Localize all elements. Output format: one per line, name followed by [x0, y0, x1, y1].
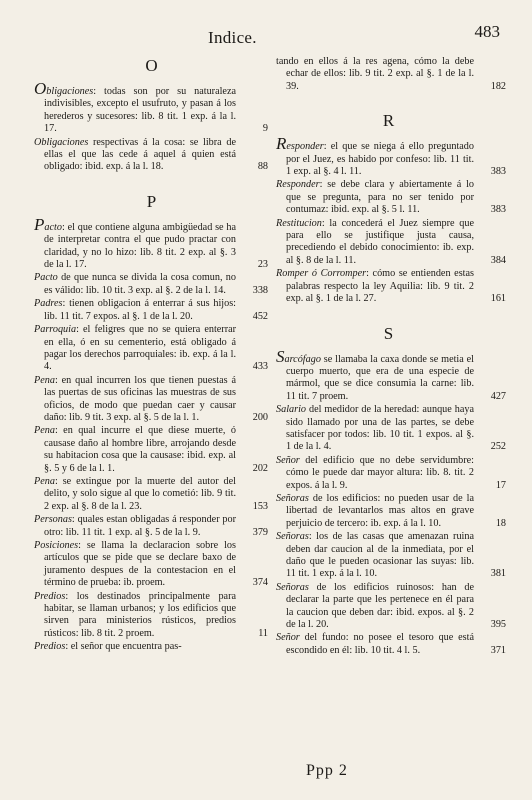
- index-entry: [34, 591, 270, 641]
- entry-text: de que nunca se divida la cosa comun, no es válido: lib. 10 tit. 3 exp. al §. 2 de la l. 14.: [44, 272, 236, 296]
- entry-term-word: Pena: [34, 425, 55, 437]
- entry-page-reference: 11: [258, 627, 268, 639]
- entry-term: [276, 493, 309, 504]
- index-entry: [276, 454, 506, 492]
- entry-text: : se debe clara y abiertamente á lo que se pregunta, para no ser tenido por contumaz: ibid. exp. al §. 5 l. 11.: [286, 179, 474, 216]
- entry-text: : el feligres que no se quiera enterrar en ella, ó en su cementerio, está obligado á pagar los derechos parroquiales: ib. exp. á la l. 4.: [44, 324, 236, 373]
- entry-text: : los de las casas que amenazan ruina deben dar caucion al de la inmediata, por el daño que le pueden ocasionar las suyas: lib. 11 tit. 1 exp. á la l. 10.: [286, 531, 474, 580]
- left-column: [34, 56, 270, 655]
- entry-text: respectivas á la cosa: se libra de ellas el que las cede á aquel á quien está obligado: ibid. exp. á la l. 18.: [44, 136, 236, 173]
- index-entry: [34, 375, 270, 425]
- index-entry: [276, 581, 506, 632]
- entry-term: [34, 79, 94, 98]
- entry-page-reference: 182: [490, 80, 506, 92]
- entry-term-word: Predios: [34, 641, 66, 653]
- entry-term: [276, 531, 309, 542]
- entry-text: tando en ellos á la res agena, cómo la debe echar de ellos: lib. 9 tit. 2 exp. al §. 1 de la l. 39.: [276, 56, 474, 92]
- entry-text: : en qual incurre el que diese muerte, ó causase daño al hombre libre, arrojando desde su habitacion cosa que la causase: ibid. exp. al §. 5 y 6 de la l. 1.: [44, 425, 236, 474]
- index-entry: [34, 476, 270, 513]
- entry-initial-letter: R: [276, 134, 287, 154]
- entry-page-reference: 202: [252, 462, 268, 474]
- index-entry: [34, 137, 270, 174]
- index-entry: [276, 179, 506, 216]
- entry-page-reference: 161: [490, 293, 506, 305]
- entry-text: : el que contiene alguna ambigüedad se ha de interpretar contra el que pudo practar con claridad, y no lo hizo: lib. 8 tit. 2 exp. al §. 3 de la l. 17.: [44, 221, 236, 271]
- entry-term: [34, 375, 55, 386]
- entry-term: [34, 324, 76, 335]
- entry-page-reference: 338: [252, 284, 268, 296]
- entry-text: : el señor que encuentra pas-: [65, 641, 182, 653]
- entry-page-reference: 9: [262, 123, 268, 135]
- index-entry: [34, 79, 270, 136]
- index-entry: [276, 217, 506, 268]
- index-entry: [34, 214, 270, 272]
- section-letter-heading: P: [146, 191, 158, 211]
- entry-text: : se llama la declaracion sobre los artículos que se pide que se declare baxo de juramento despues de la contestacion en el término de prueba: ib. proem.: [44, 540, 236, 589]
- entry-text: : se extingue por la muerte del autor del delito, y solo sigue al que lo cometió: lib. 9 tit. 2 exp. al §. 8 de la l. 23.: [44, 475, 236, 512]
- entry-term-word: Pena: [34, 374, 55, 386]
- index-entry: [276, 268, 506, 305]
- entry-term-word: Señoras: [276, 581, 309, 593]
- entry-page-reference: 381: [490, 568, 506, 580]
- entry-page-reference: 200: [252, 411, 268, 423]
- entry-text: se llamaba la caxa donde se metia el cuerpo muerto, que era de una especie de mármol, que se dice consumia la carne: lib. 11 tit. 7 proem.: [286, 353, 474, 402]
- entry-term: [34, 298, 62, 309]
- entry-initial-letter: O: [34, 79, 47, 98]
- entry-initial-letter: P: [34, 214, 45, 234]
- entry-text: del medidor de la heredad: aunque haya sido llamado por una de las partes, se debe satisfacer por todos: lib. 10 tit. 1 expos. al §. 1 de la l. 4.: [286, 404, 474, 453]
- entry-page-reference: 17: [495, 479, 506, 491]
- section-letter-heading: R: [382, 111, 396, 131]
- entry-term-word: Padres: [34, 298, 63, 310]
- entry-text: de los edificios: no pueden usar de la libertad de levantarlos mas altos en grave perjuicio de tercero: ib. exp. á la l. 10.: [286, 492, 474, 529]
- index-entry: [34, 324, 270, 374]
- entry-page-reference: 427: [490, 390, 506, 402]
- entry-term: [276, 455, 300, 466]
- entry-text: del fundo: no posee el tesoro que está escondido en él: lib. 10 tit. 4 l. 5.: [286, 632, 474, 656]
- entry-term: [276, 179, 320, 190]
- entry-term-word: Salario: [276, 404, 307, 416]
- index-entry: [34, 514, 270, 539]
- entry-term-word: Señoras: [276, 531, 309, 543]
- entry-term: [34, 214, 62, 234]
- entry-term-word: bligaciones: [46, 86, 94, 97]
- entry-text: : la concederá el Juez siempre que para ello se justifique justa causa, precediendo el debido conocimiento: ib. exp. al §. 8 de la l. 11.: [286, 217, 474, 266]
- entry-page-reference: 452: [252, 310, 268, 322]
- entry-term-word: arcófago: [284, 353, 321, 365]
- entry-term: [276, 218, 322, 229]
- entry-page-reference: 23: [257, 259, 268, 271]
- entry-term-word: Posiciones: [34, 540, 79, 551]
- entry-term-word: Restitucion: [276, 217, 322, 229]
- entry-term: [276, 268, 366, 279]
- index-entry: [34, 425, 270, 475]
- running-title: Indice.: [208, 28, 257, 47]
- index-entry: [276, 56, 506, 93]
- entry-text: de los edificios ruinosos: han de declarar la parte que les pertenece en él para la caucion que deben dar: ibid. expos. al §. 2 de la l. 20.: [286, 581, 474, 631]
- entry-term: [34, 137, 88, 148]
- entry-page-reference: 383: [490, 166, 506, 178]
- entry-text: : todas son por su naturaleza indivisibles, excepto el usufruto, y pasan á los herederos y sucesores: lib. 8 tit. 1 exp. á la l. 17.: [44, 86, 236, 135]
- entry-term: [34, 272, 58, 283]
- entry-term: [276, 404, 306, 415]
- entry-text: : los destinados principalmente para habitar, se llaman urbanos; y los edificios que sirven para ministerios rústicos, predios rústicos: lib. 8 tit. 2 proem.: [44, 590, 236, 639]
- entry-term: [276, 134, 324, 154]
- entry-page-reference: 374: [252, 577, 268, 589]
- entry-term-word: Parroquia: [34, 324, 77, 336]
- entry-term-word: Romper ó Corromper: [276, 268, 367, 280]
- index-entry: [34, 298, 270, 323]
- entry-page-reference: 379: [252, 526, 268, 538]
- page-header: [0, 20, 532, 52]
- entry-term: [34, 476, 55, 487]
- entry-text: del edificio que no debe servidumbre: cómo le puede dar mayor altura: lib. 8. tit. 2 expos. á la l. 9.: [286, 454, 474, 491]
- index-entry: [276, 134, 506, 178]
- entry-term: [34, 425, 55, 436]
- entry-page-reference: 433: [252, 361, 268, 373]
- entry-term: [34, 591, 65, 602]
- entry-page-reference: 371: [490, 644, 506, 656]
- entry-text: : en qual incurren los que tienen puestas á las puertas de sus oficinas las muestras de sus oficios, de modo que puedan caer y causar daño: lib. 9 tit. 3 exp. al §. 5 de la l. 1.: [44, 374, 236, 423]
- entry-text: : el que se niega á ello preguntado por el Juez, es habido por confeso: lib. 11 tit. 1 exp. al §. 4 l. 11.: [286, 141, 474, 178]
- index-entry: [276, 632, 506, 657]
- index-entry: [34, 540, 270, 590]
- entry-term-word: Personas: [34, 514, 72, 526]
- entry-page-reference: 252: [490, 441, 506, 453]
- entry-term-word: Pena: [34, 475, 55, 487]
- entry-term-word: Señoras: [276, 492, 309, 504]
- entry-term: [276, 582, 309, 593]
- entry-term-word: acto: [44, 221, 62, 233]
- index-entry: [276, 346, 506, 404]
- printer-signature-mark: Ppp 2: [306, 762, 348, 779]
- index-entry: [34, 641, 270, 653]
- entry-term: [34, 514, 72, 525]
- entry-page-reference: 88: [257, 161, 268, 173]
- page-number: 483: [474, 22, 500, 41]
- entry-term: [276, 632, 300, 643]
- entry-page-reference: 153: [252, 500, 268, 512]
- entry-term-word: Responder: [276, 179, 320, 191]
- index-entry: [276, 492, 506, 530]
- section-letter-heading: O: [145, 56, 159, 75]
- entry-page-reference: 384: [490, 254, 506, 266]
- entry-term-word: Señor: [276, 632, 300, 644]
- entry-text: : tienen obligacion á enterrar á sus hijos: lib. 11 tit. 7 expos. al §. 1 de la l. 20.: [44, 298, 236, 322]
- index-entry: [276, 531, 506, 581]
- entry-term-word: esponder: [286, 141, 324, 153]
- entry-term-word: Señor: [276, 454, 300, 466]
- entry-term-word: Obligaciones: [34, 136, 89, 148]
- entry-page-reference: 383: [490, 204, 506, 216]
- entry-text: : cómo se entienden estas palabras respecto la ley Aquilia: lib. 9 tit. 2 exp. al §. 1 de la l. 27.: [286, 268, 474, 305]
- entry-term: [34, 540, 78, 551]
- entry-page-reference: 395: [490, 619, 506, 631]
- entry-term: [34, 641, 65, 652]
- right-column: [276, 56, 506, 658]
- section-letter-heading: S: [383, 323, 395, 343]
- entry-text: : quales estan obligadas á responder por otro: lib. 11 tit. 1 exp. al §. 5 de la l. 9.: [44, 514, 236, 538]
- entry-term-word: Pacto: [34, 272, 58, 284]
- entry-page-reference: 18: [495, 517, 506, 529]
- entry-initial-letter: S: [276, 346, 285, 366]
- index-entry: [276, 404, 506, 454]
- entry-term-word: Predios: [34, 590, 66, 602]
- entry-term: [276, 346, 321, 366]
- index-entry: [34, 272, 270, 297]
